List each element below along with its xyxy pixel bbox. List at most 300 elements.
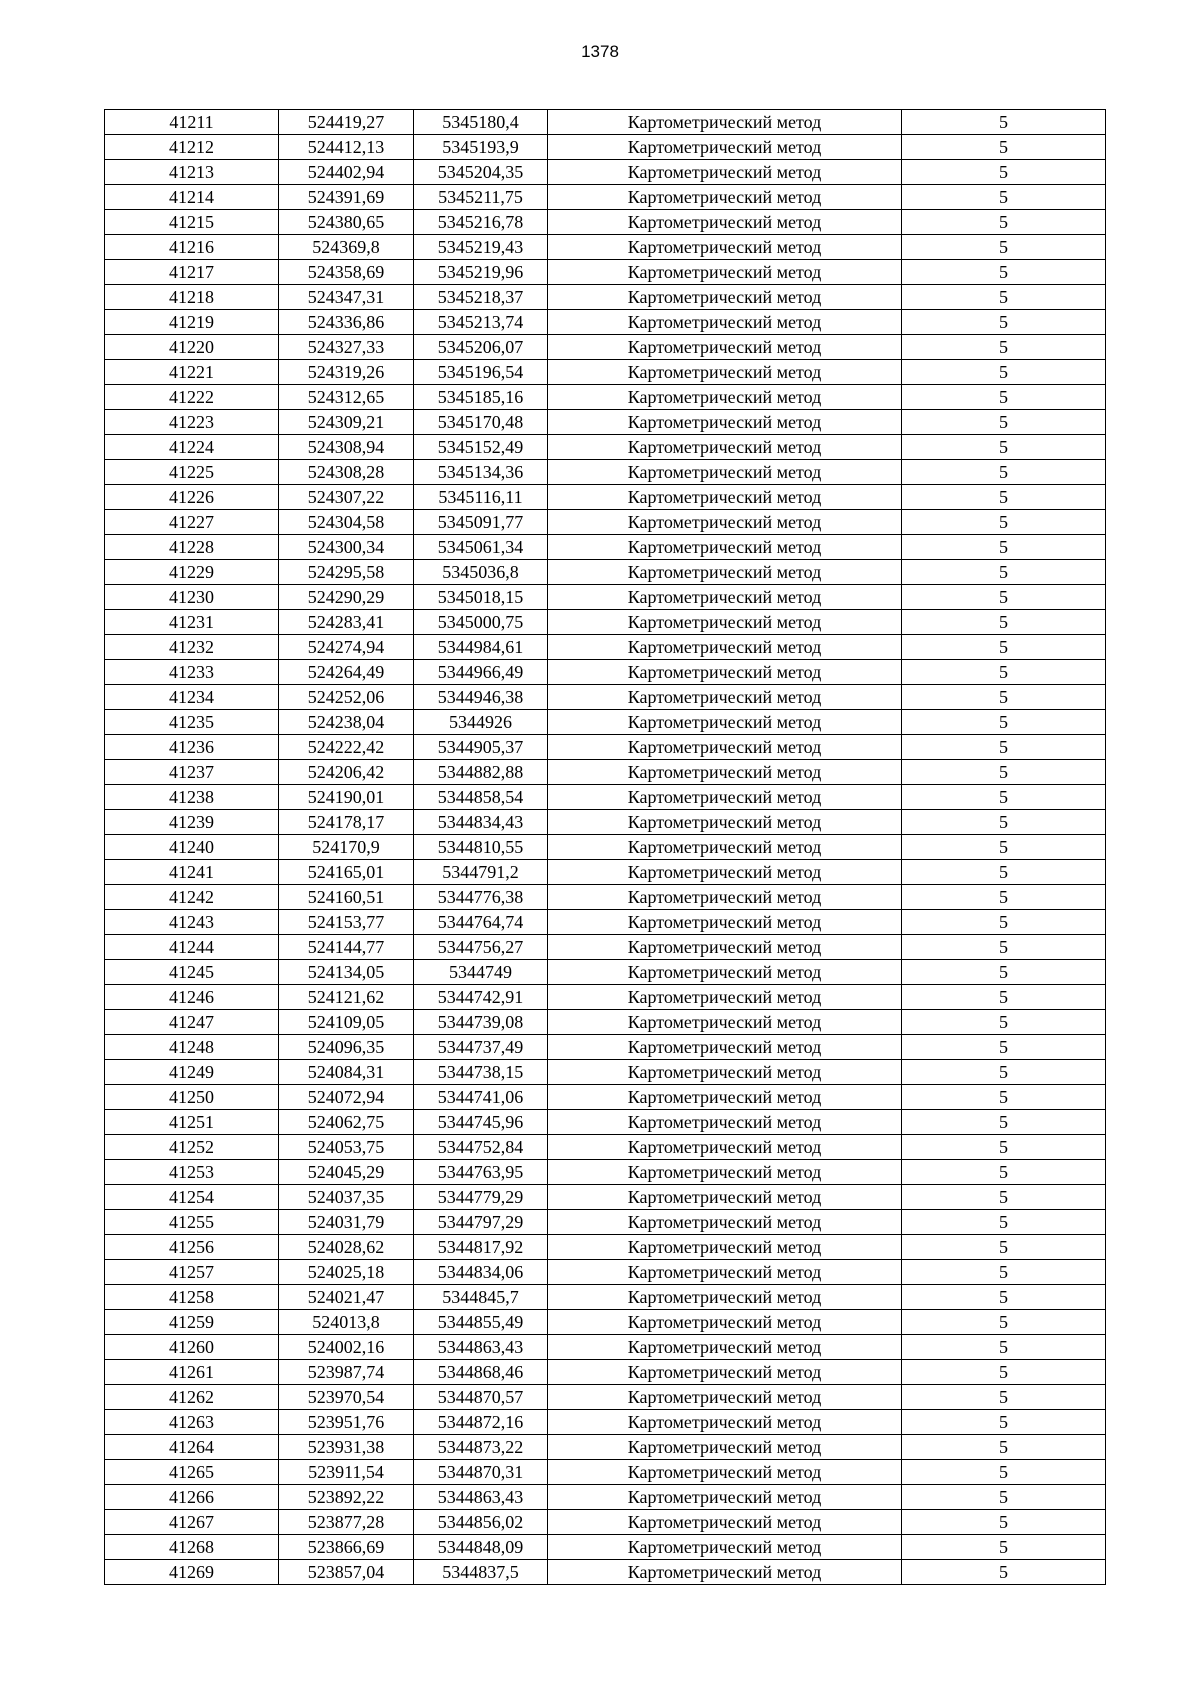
x-coordinate-cell: 524072,94 [279,1085,414,1110]
y-coordinate-cell: 5344737,49 [414,1035,548,1060]
accuracy-cell: 5 [902,810,1106,835]
x-coordinate-cell: 524096,35 [279,1035,414,1060]
method-cell: Картометрический метод [548,785,902,810]
y-coordinate-cell: 5344845,7 [414,1285,548,1310]
accuracy-cell: 5 [902,1260,1106,1285]
method-cell: Картометрический метод [548,1060,902,1085]
table-row [105,1010,1106,1035]
table-row [105,1110,1106,1135]
accuracy-cell: 5 [902,335,1106,360]
x-coordinate-cell: 524252,06 [279,685,414,710]
point-number-cell: 41245 [105,960,279,985]
method-cell: Картометрический метод [548,935,902,960]
x-coordinate-cell: 524037,35 [279,1185,414,1210]
method-cell: Картометрический метод [548,260,902,285]
point-number-cell: 41216 [105,235,279,260]
point-number-cell: 41233 [105,660,279,685]
point-number-cell: 41250 [105,1085,279,1110]
method-cell: Картометрический метод [548,360,902,385]
point-number-cell: 41226 [105,485,279,510]
x-coordinate-cell: 524327,33 [279,335,414,360]
y-coordinate-cell: 5344763,95 [414,1160,548,1185]
table-row [105,1310,1106,1335]
x-coordinate-cell: 523877,28 [279,1510,414,1535]
method-cell: Картометрический метод [548,1035,902,1060]
y-coordinate-cell: 5344855,49 [414,1310,548,1335]
method-cell: Картометрический метод [548,1510,902,1535]
x-coordinate-cell: 523951,76 [279,1410,414,1435]
y-coordinate-cell: 5345036,8 [414,560,548,585]
table-row [105,1560,1106,1585]
x-coordinate-cell: 524002,16 [279,1335,414,1360]
y-coordinate-cell: 5344868,46 [414,1360,548,1385]
method-cell: Картометрический метод [548,1410,902,1435]
table-row [105,360,1106,385]
point-number-cell: 41260 [105,1335,279,1360]
table-row [105,910,1106,935]
table-row [105,235,1106,260]
y-coordinate-cell: 5345152,49 [414,435,548,460]
accuracy-cell: 5 [902,135,1106,160]
table-row [105,685,1106,710]
x-coordinate-cell: 524109,05 [279,1010,414,1035]
y-coordinate-cell: 5345116,11 [414,485,548,510]
accuracy-cell: 5 [902,1135,1106,1160]
x-coordinate-cell: 524121,62 [279,985,414,1010]
accuracy-cell: 5 [902,860,1106,885]
table-row [105,760,1106,785]
accuracy-cell: 5 [902,285,1106,310]
point-number-cell: 41249 [105,1060,279,1085]
coordinates-table-body [105,110,1106,1585]
table-row [105,260,1106,285]
method-cell: Картометрический метод [548,1210,902,1235]
y-coordinate-cell: 5344870,31 [414,1460,548,1485]
point-number-cell: 41264 [105,1435,279,1460]
x-coordinate-cell: 524336,86 [279,310,414,335]
accuracy-cell: 5 [902,1460,1106,1485]
table-row [105,110,1106,135]
accuracy-cell: 5 [902,835,1106,860]
y-coordinate-cell: 5344810,55 [414,835,548,860]
point-number-cell: 41215 [105,210,279,235]
method-cell: Картометрический метод [548,1010,902,1035]
table-row [105,485,1106,510]
point-number-cell: 41240 [105,835,279,860]
y-coordinate-cell: 5344738,15 [414,1060,548,1085]
accuracy-cell: 5 [902,535,1106,560]
accuracy-cell: 5 [902,935,1106,960]
y-coordinate-cell: 5344741,06 [414,1085,548,1110]
table-row [105,160,1106,185]
table-row [105,1510,1106,1535]
x-coordinate-cell: 524062,75 [279,1110,414,1135]
method-cell: Картометрический метод [548,435,902,460]
method-cell: Картометрический метод [548,285,902,310]
y-coordinate-cell: 5344858,54 [414,785,548,810]
point-number-cell: 41248 [105,1035,279,1060]
method-cell: Картометрический метод [548,635,902,660]
method-cell: Картометрический метод [548,135,902,160]
accuracy-cell: 5 [902,1185,1106,1210]
x-coordinate-cell: 524013,8 [279,1310,414,1335]
point-number-cell: 41213 [105,160,279,185]
table-row [105,835,1106,860]
y-coordinate-cell: 5344779,29 [414,1185,548,1210]
method-cell: Картометрический метод [548,660,902,685]
point-number-cell: 41232 [105,635,279,660]
point-number-cell: 41217 [105,260,279,285]
point-number-cell: 41234 [105,685,279,710]
accuracy-cell: 5 [902,910,1106,935]
accuracy-cell: 5 [902,385,1106,410]
point-number-cell: 41241 [105,860,279,885]
x-coordinate-cell: 524402,94 [279,160,414,185]
x-coordinate-cell: 524144,77 [279,935,414,960]
y-coordinate-cell: 5344739,08 [414,1010,548,1035]
y-coordinate-cell: 5344946,38 [414,685,548,710]
point-number-cell: 41268 [105,1535,279,1560]
accuracy-cell: 5 [902,485,1106,510]
accuracy-cell: 5 [902,735,1106,760]
accuracy-cell: 5 [902,1535,1106,1560]
point-number-cell: 41236 [105,735,279,760]
table-row [105,810,1106,835]
x-coordinate-cell: 523866,69 [279,1535,414,1560]
method-cell: Картометрический метод [548,685,902,710]
table-row [105,385,1106,410]
accuracy-cell: 5 [902,635,1106,660]
method-cell: Картометрический метод [548,485,902,510]
point-number-cell: 41220 [105,335,279,360]
accuracy-cell: 5 [902,1385,1106,1410]
table-row [105,710,1106,735]
y-coordinate-cell: 5345218,37 [414,285,548,310]
x-coordinate-cell: 524319,26 [279,360,414,385]
x-coordinate-cell: 524021,47 [279,1285,414,1310]
accuracy-cell: 5 [902,985,1106,1010]
point-number-cell: 41266 [105,1485,279,1510]
method-cell: Картометрический метод [548,1485,902,1510]
point-number-cell: 41222 [105,385,279,410]
y-coordinate-cell: 5344905,37 [414,735,548,760]
table-row [105,660,1106,685]
page-number: 1378 [581,42,619,61]
accuracy-cell: 5 [902,785,1106,810]
accuracy-cell: 5 [902,1285,1106,1310]
y-coordinate-cell: 5345196,54 [414,360,548,385]
x-coordinate-cell: 524307,22 [279,485,414,510]
x-coordinate-cell: 524412,13 [279,135,414,160]
y-coordinate-cell: 5344834,43 [414,810,548,835]
point-number-cell: 41255 [105,1210,279,1235]
point-number-cell: 41265 [105,1460,279,1485]
accuracy-cell: 5 [902,1210,1106,1235]
accuracy-cell: 5 [902,1310,1106,1335]
accuracy-cell: 5 [902,410,1106,435]
method-cell: Картометрический метод [548,160,902,185]
y-coordinate-cell: 5345219,43 [414,235,548,260]
table-row [105,785,1106,810]
point-number-cell: 41238 [105,785,279,810]
method-cell: Картометрический метод [548,710,902,735]
x-coordinate-cell: 524238,04 [279,710,414,735]
x-coordinate-cell: 524312,65 [279,385,414,410]
method-cell: Картометрический метод [548,335,902,360]
method-cell: Картометрический метод [548,960,902,985]
y-coordinate-cell: 5345206,07 [414,335,548,360]
x-coordinate-cell: 523892,22 [279,1485,414,1510]
x-coordinate-cell: 524031,79 [279,1210,414,1235]
table-row [105,735,1106,760]
x-coordinate-cell: 524160,51 [279,885,414,910]
point-number-cell: 41211 [105,110,279,135]
x-coordinate-cell: 524308,94 [279,435,414,460]
method-cell: Картометрический метод [548,1535,902,1560]
point-number-cell: 41230 [105,585,279,610]
y-coordinate-cell: 5345000,75 [414,610,548,635]
y-coordinate-cell: 5345091,77 [414,510,548,535]
method-cell: Картометрический метод [548,885,902,910]
y-coordinate-cell: 5344776,38 [414,885,548,910]
y-coordinate-cell: 5344926 [414,710,548,735]
accuracy-cell: 5 [902,1410,1106,1435]
point-number-cell: 41256 [105,1235,279,1260]
table-row [105,1435,1106,1460]
point-number-cell: 41259 [105,1310,279,1335]
method-cell: Картометрический метод [548,1560,902,1585]
accuracy-cell: 5 [902,960,1106,985]
point-number-cell: 41254 [105,1185,279,1210]
table-row [105,135,1106,160]
method-cell: Картометрический метод [548,560,902,585]
method-cell: Картометрический метод [548,185,902,210]
method-cell: Картометрический метод [548,1160,902,1185]
y-coordinate-cell: 5344797,29 [414,1210,548,1235]
point-number-cell: 41247 [105,1010,279,1035]
method-cell: Картометрический метод [548,835,902,860]
x-coordinate-cell: 524165,01 [279,860,414,885]
accuracy-cell: 5 [902,1510,1106,1535]
y-coordinate-cell: 5345018,15 [414,585,548,610]
point-number-cell: 41214 [105,185,279,210]
point-number-cell: 41239 [105,810,279,835]
table-row [105,860,1106,885]
coordinates-table [104,109,1106,1585]
table-row [105,635,1106,660]
method-cell: Картометрический метод [548,860,902,885]
method-cell: Картометрический метод [548,1285,902,1310]
x-coordinate-cell: 524308,28 [279,460,414,485]
point-number-cell: 41261 [105,1360,279,1385]
accuracy-cell: 5 [902,1035,1106,1060]
x-coordinate-cell: 524028,62 [279,1235,414,1260]
point-number-cell: 41257 [105,1260,279,1285]
accuracy-cell: 5 [902,1485,1106,1510]
method-cell: Картометрический метод [548,1335,902,1360]
point-number-cell: 41235 [105,710,279,735]
accuracy-cell: 5 [902,235,1106,260]
point-number-cell: 41262 [105,1385,279,1410]
method-cell: Картометрический метод [548,610,902,635]
table-row [105,185,1106,210]
method-cell: Картометрический метод [548,1435,902,1460]
point-number-cell: 41251 [105,1110,279,1135]
table-row [105,885,1106,910]
y-coordinate-cell: 5344752,84 [414,1135,548,1160]
y-coordinate-cell: 5345216,78 [414,210,548,235]
table-row [105,960,1106,985]
x-coordinate-cell: 524358,69 [279,260,414,285]
x-coordinate-cell: 524274,94 [279,635,414,660]
y-coordinate-cell: 5344873,22 [414,1435,548,1460]
accuracy-cell: 5 [902,510,1106,535]
y-coordinate-cell: 5345180,4 [414,110,548,135]
y-coordinate-cell: 5345211,75 [414,185,548,210]
x-coordinate-cell: 524025,18 [279,1260,414,1285]
accuracy-cell: 5 [902,185,1106,210]
accuracy-cell: 5 [902,1060,1106,1085]
y-coordinate-cell: 5344745,96 [414,1110,548,1135]
method-cell: Картометрический метод [548,535,902,560]
table-row [105,585,1106,610]
method-cell: Картометрический метод [548,810,902,835]
method-cell: Картометрический метод [548,1085,902,1110]
accuracy-cell: 5 [902,360,1106,385]
accuracy-cell: 5 [902,435,1106,460]
accuracy-cell: 5 [902,1335,1106,1360]
table-row [105,1485,1106,1510]
table-row [105,1410,1106,1435]
x-coordinate-cell: 524419,27 [279,110,414,135]
x-coordinate-cell: 523911,54 [279,1460,414,1485]
table-row [105,460,1106,485]
point-number-cell: 41258 [105,1285,279,1310]
table-row [105,435,1106,460]
x-coordinate-cell: 524347,31 [279,285,414,310]
x-coordinate-cell: 524170,9 [279,835,414,860]
method-cell: Картометрический метод [548,735,902,760]
x-coordinate-cell: 524290,29 [279,585,414,610]
point-number-cell: 41263 [105,1410,279,1435]
accuracy-cell: 5 [902,585,1106,610]
point-number-cell: 41224 [105,435,279,460]
point-number-cell: 41267 [105,1510,279,1535]
point-number-cell: 41237 [105,760,279,785]
table-row [105,210,1106,235]
y-coordinate-cell: 5344764,74 [414,910,548,935]
point-number-cell: 41246 [105,985,279,1010]
point-number-cell: 41231 [105,610,279,635]
x-coordinate-cell: 524206,42 [279,760,414,785]
point-number-cell: 41269 [105,1560,279,1585]
point-number-cell: 41223 [105,410,279,435]
accuracy-cell: 5 [902,1110,1106,1135]
x-coordinate-cell: 523987,74 [279,1360,414,1385]
x-coordinate-cell: 524264,49 [279,660,414,685]
method-cell: Картометрический метод [548,1310,902,1335]
accuracy-cell: 5 [902,160,1106,185]
point-number-cell: 41229 [105,560,279,585]
y-coordinate-cell: 5344756,27 [414,935,548,960]
table-row [105,1385,1106,1410]
x-coordinate-cell: 523857,04 [279,1560,414,1585]
table-row [105,310,1106,335]
y-coordinate-cell: 5345185,16 [414,385,548,410]
point-number-cell: 41252 [105,1135,279,1160]
point-number-cell: 41253 [105,1160,279,1185]
point-number-cell: 41218 [105,285,279,310]
accuracy-cell: 5 [902,210,1106,235]
x-coordinate-cell: 524222,42 [279,735,414,760]
accuracy-cell: 5 [902,760,1106,785]
x-coordinate-cell: 524045,29 [279,1160,414,1185]
y-coordinate-cell: 5344817,92 [414,1235,548,1260]
method-cell: Картометрический метод [548,1110,902,1135]
y-coordinate-cell: 5344882,88 [414,760,548,785]
accuracy-cell: 5 [902,260,1106,285]
accuracy-cell: 5 [902,1560,1106,1585]
y-coordinate-cell: 5344848,09 [414,1535,548,1560]
y-coordinate-cell: 5344837,5 [414,1560,548,1585]
x-coordinate-cell: 523970,54 [279,1385,414,1410]
table-row [105,1285,1106,1310]
point-number-cell: 41212 [105,135,279,160]
y-coordinate-cell: 5344984,61 [414,635,548,660]
method-cell: Картометрический метод [548,235,902,260]
x-coordinate-cell: 524391,69 [279,185,414,210]
method-cell: Картометрический метод [548,1235,902,1260]
y-coordinate-cell: 5345170,48 [414,410,548,435]
x-coordinate-cell: 524380,65 [279,210,414,235]
y-coordinate-cell: 5344863,43 [414,1335,548,1360]
y-coordinate-cell: 5344856,02 [414,1510,548,1535]
accuracy-cell: 5 [902,1160,1106,1185]
table-row [105,1085,1106,1110]
accuracy-cell: 5 [902,610,1106,635]
x-coordinate-cell: 524309,21 [279,410,414,435]
x-coordinate-cell: 524300,34 [279,535,414,560]
y-coordinate-cell: 5344749 [414,960,548,985]
method-cell: Картометрический метод [548,1135,902,1160]
table-row [105,935,1106,960]
point-number-cell: 41227 [105,510,279,535]
table-row [105,1035,1106,1060]
method-cell: Картометрический метод [548,760,902,785]
accuracy-cell: 5 [902,1235,1106,1260]
x-coordinate-cell: 524134,05 [279,960,414,985]
method-cell: Картометрический метод [548,985,902,1010]
table-row [105,1460,1106,1485]
table-row [105,1235,1106,1260]
y-coordinate-cell: 5345204,35 [414,160,548,185]
x-coordinate-cell: 524053,75 [279,1135,414,1160]
y-coordinate-cell: 5345213,74 [414,310,548,335]
y-coordinate-cell: 5344791,2 [414,860,548,885]
y-coordinate-cell: 5344863,43 [414,1485,548,1510]
accuracy-cell: 5 [902,560,1106,585]
method-cell: Картометрический метод [548,1360,902,1385]
accuracy-cell: 5 [902,710,1106,735]
accuracy-cell: 5 [902,885,1106,910]
y-coordinate-cell: 5344834,06 [414,1260,548,1285]
method-cell: Картометрический метод [548,110,902,135]
point-number-cell: 41219 [105,310,279,335]
table-row [105,985,1106,1010]
point-number-cell: 41221 [105,360,279,385]
method-cell: Картометрический метод [548,1185,902,1210]
method-cell: Картометрический метод [548,385,902,410]
